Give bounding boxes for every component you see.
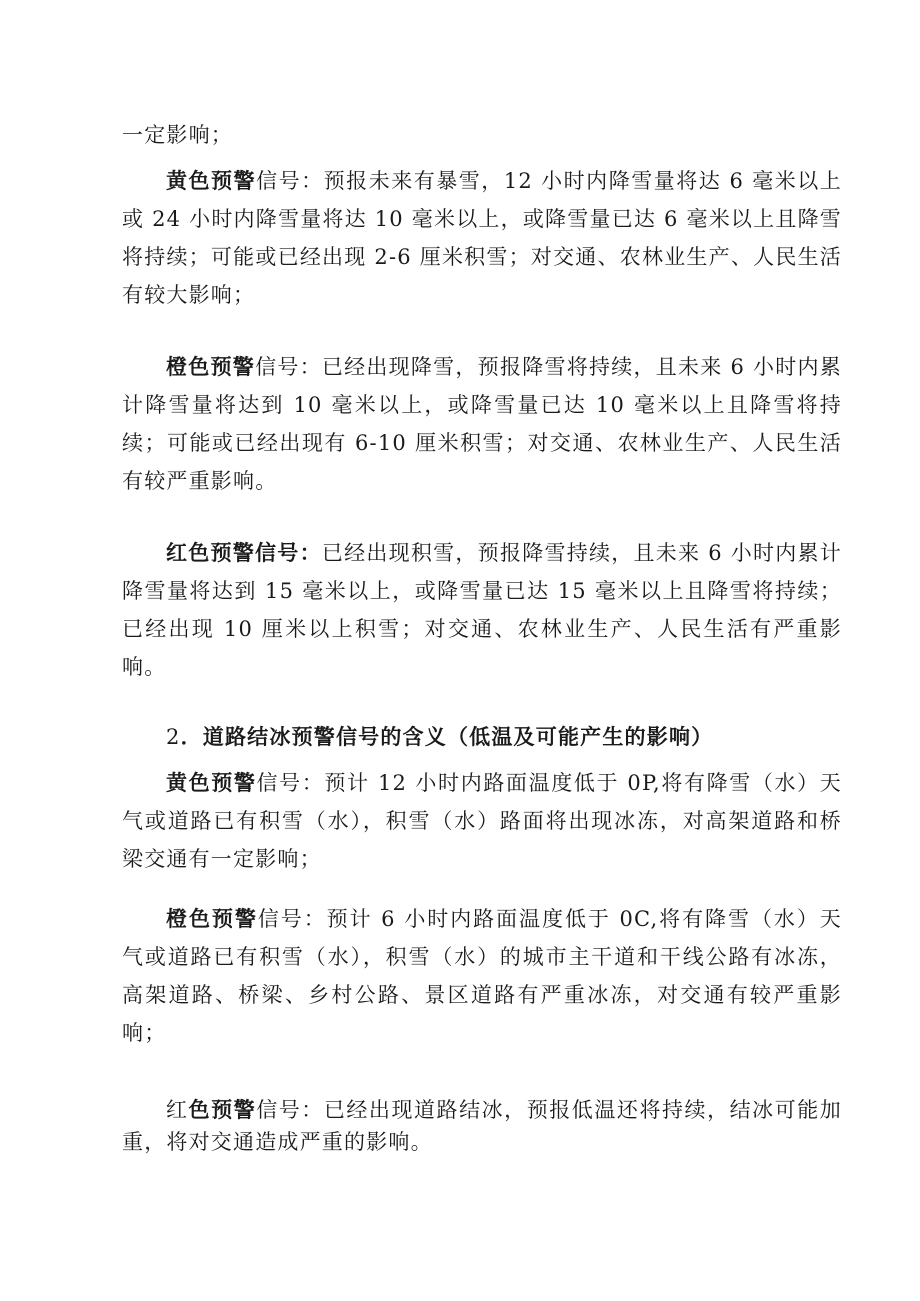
warning-label: 色预警 xyxy=(188,1098,257,1122)
paragraph-text: 已经出现积雪，预报降雪持续，且未来 6 小时内累计降雪量将达到 15 毫米以上，或降雪量已达 15 毫米以上且降雪将持续；已经出现 10 厘米以上积雪；对交通、农林业生产、人民生活有严重影响。 xyxy=(122,541,842,679)
paragraph-ice-red-warning xyxy=(122,1094,842,1158)
warning-label: 橙色预警 xyxy=(166,355,256,379)
paragraph-snow-yellow-warning xyxy=(122,162,842,314)
paragraph-text: 信号：预报未来有暴雪，12 小时内降雪量将达 6 毫米以上或 24 小时内降雪量将达 10 毫米以上，或降雪量已达 6 毫米以上且降雪将持续；可能或已经出现 2-6 厘米积雪；对交通、农林业生产、人民生活有较大影响； xyxy=(122,169,843,307)
paragraph-text: 信号：预计 6 小时内路面温度低于 0C,将有降雪（水）天气或道路已有积雪（水），积雪（水）的城市主干道和干线公路有冰冻，高架道路、桥梁、乡村公路、景区道路有严重冰冻，对交通有较严重影响； xyxy=(122,907,842,1045)
paragraph-text: 信号：预计 12 小时内路面温度低于 0P,将有降雪（水）天气或道路已有积雪（水），积雪（水）路面将出现冰冻，对高架道路和桥梁交通有一定影响； xyxy=(122,771,842,871)
warning-label-plain: 红 xyxy=(166,1098,189,1122)
heading-text: ．道路结冰预警信号的含义（低温及可能产生的影响） xyxy=(180,725,714,749)
paragraph-text: 一定影响； xyxy=(122,123,233,147)
warning-label: 红色预警信号： xyxy=(166,541,322,565)
paragraph-continuation xyxy=(122,116,842,154)
heading-number: 2 xyxy=(166,725,181,749)
section-heading-road-icing xyxy=(166,718,846,756)
paragraph-text: 信号：已经出现降雪，预报降雪将持续，且未来 6 小时内累计降雪量将达到 10 毫米以上，或降雪量已达 10 毫米以上且降雪将持续；可能或已经出现有 6-10 厘米积雪；对交通、农林业生产、人民生活有较严重影响。 xyxy=(122,355,842,493)
warning-label: 黄色预警 xyxy=(166,169,257,193)
warning-label: 橙色预警 xyxy=(166,907,258,931)
paragraph-ice-orange-warning xyxy=(122,900,842,1052)
paragraph-text: 信号：已经出现道路结冰，预报低温还将持续，结冰可能加重，将对交通造成严重的影响。 xyxy=(122,1098,842,1154)
warning-label: 黄色预警 xyxy=(166,771,257,795)
paragraph-ice-yellow-warning xyxy=(122,764,842,878)
paragraph-snow-red-warning xyxy=(122,534,842,686)
paragraph-snow-orange-warning xyxy=(122,348,842,500)
